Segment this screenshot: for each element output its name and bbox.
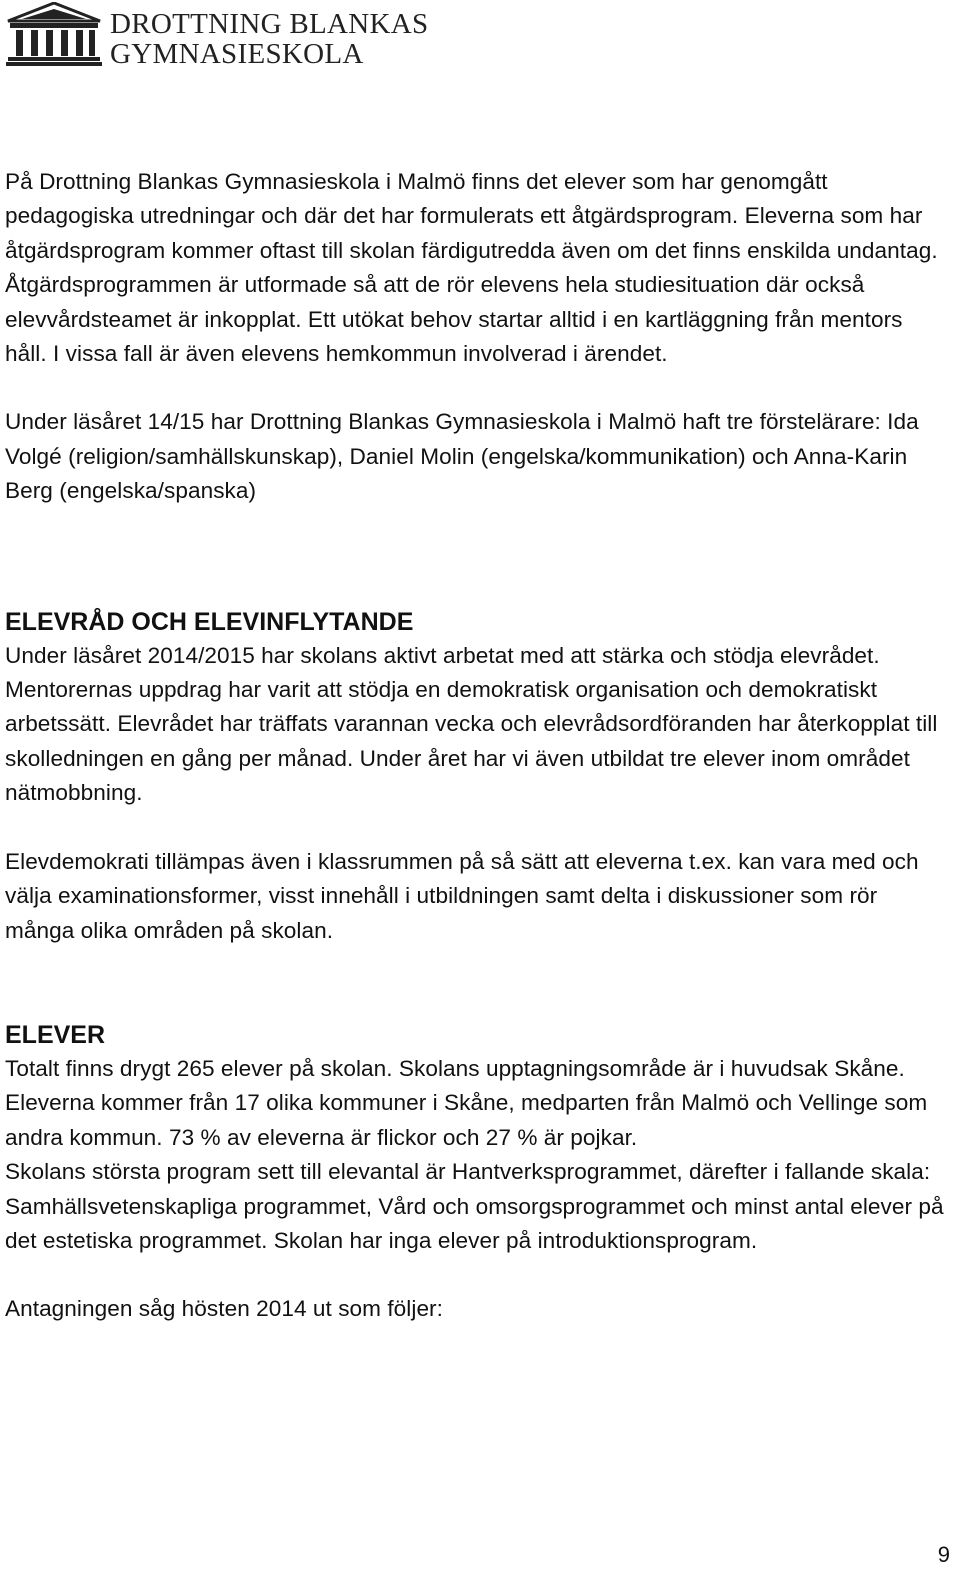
header bbox=[6, 2, 428, 68]
school-logo-text bbox=[110, 10, 428, 69]
elever-paragraph-2: Skolans största program sett till elevantal är Hantverksprogrammet, därefter i fallande skala: Samhällsvetenskapliga programmet, Vård och omsorgsprogrammet och minst antal elever på det estetiska programmet. Skolan har inga elever på introduktionsprogram. bbox=[5, 1159, 944, 1253]
section-heading-elevrad: ELEVRÅD OCH ELEVINFLYTANDE bbox=[5, 607, 414, 636]
document-body bbox=[5, 165, 950, 1327]
elevrad-paragraph-1: Under läsåret 2014/2015 har skolans aktivt arbetat med att stärka och stödja elevrådet. Mentorernas uppdrag har varit att stödja en demokratisk organisation och demokratiskt arbetssätt. Elevrådet har träffats varannan vecka och elevrådsordföranden har återkopplat till skolledningen en gång per månad. Under året har vi även utbildat tre elever inom området nätmobbning. bbox=[5, 642, 938, 806]
page-number: 9 bbox=[937, 1542, 950, 1567]
school-building-icon bbox=[6, 2, 102, 66]
school-name-line-2: GYMNASIESKOLA bbox=[110, 38, 364, 70]
intro-paragraph-2: Under läsåret 14/15 har Drottning Blankas Gymnasieskola i Malmö haft tre förstelärare: Ida Volgé (religion/samhällskunskap), Daniel Molin (engelska/kommunikation) och Anna-Karin Berg (engelska/spanska) bbox=[5, 409, 919, 504]
intro-paragraph-1: På Drottning Blankas Gymnasieskola i Malmö finns det elever som har genomgått pedagogiska utredningar och där det har formulerats ett åtgärdsprogram. Eleverna som har åtgärdsprogram kommer oftast till skolan färdigutredda även om det finns enskilda undantag. Åtgärdsprogrammen är utformade så att de rör elevens hela studiesituation där också elevvårdsteamet är inkopplat. Ett utökat behov startar alltid i en kartläggning från mentors håll. I vissa fall är även elevens hemkommun involverad i ärendet. bbox=[5, 169, 938, 367]
school-name-line-1: DROTTNING BLANKAS bbox=[110, 8, 429, 40]
elever-paragraph-3: Antagningen såg hösten 2014 ut som följer: bbox=[5, 1296, 443, 1322]
section-heading-elever: ELEVER bbox=[5, 1020, 106, 1049]
elevrad-paragraph-2: Elevdemokrati tillämpas även i klassrummen på så sätt att eleverna t.ex. kan vara med och välja examinationsformer, visst innehåll i utbildningen samt delta i diskussioner som rör många olika områden på skolan. bbox=[5, 848, 919, 943]
elever-paragraph-1: Totalt finns drygt 265 elever på skolan. Skolans upptagningsområde är i huvudsak Skåne. Eleverna kommer från 17 olika kommuner i Skåne, medparten från Malmö och Vellinge som andra kommun. 73 % av eleverna är flickor och 27 % är pojkar. bbox=[5, 1055, 928, 1150]
